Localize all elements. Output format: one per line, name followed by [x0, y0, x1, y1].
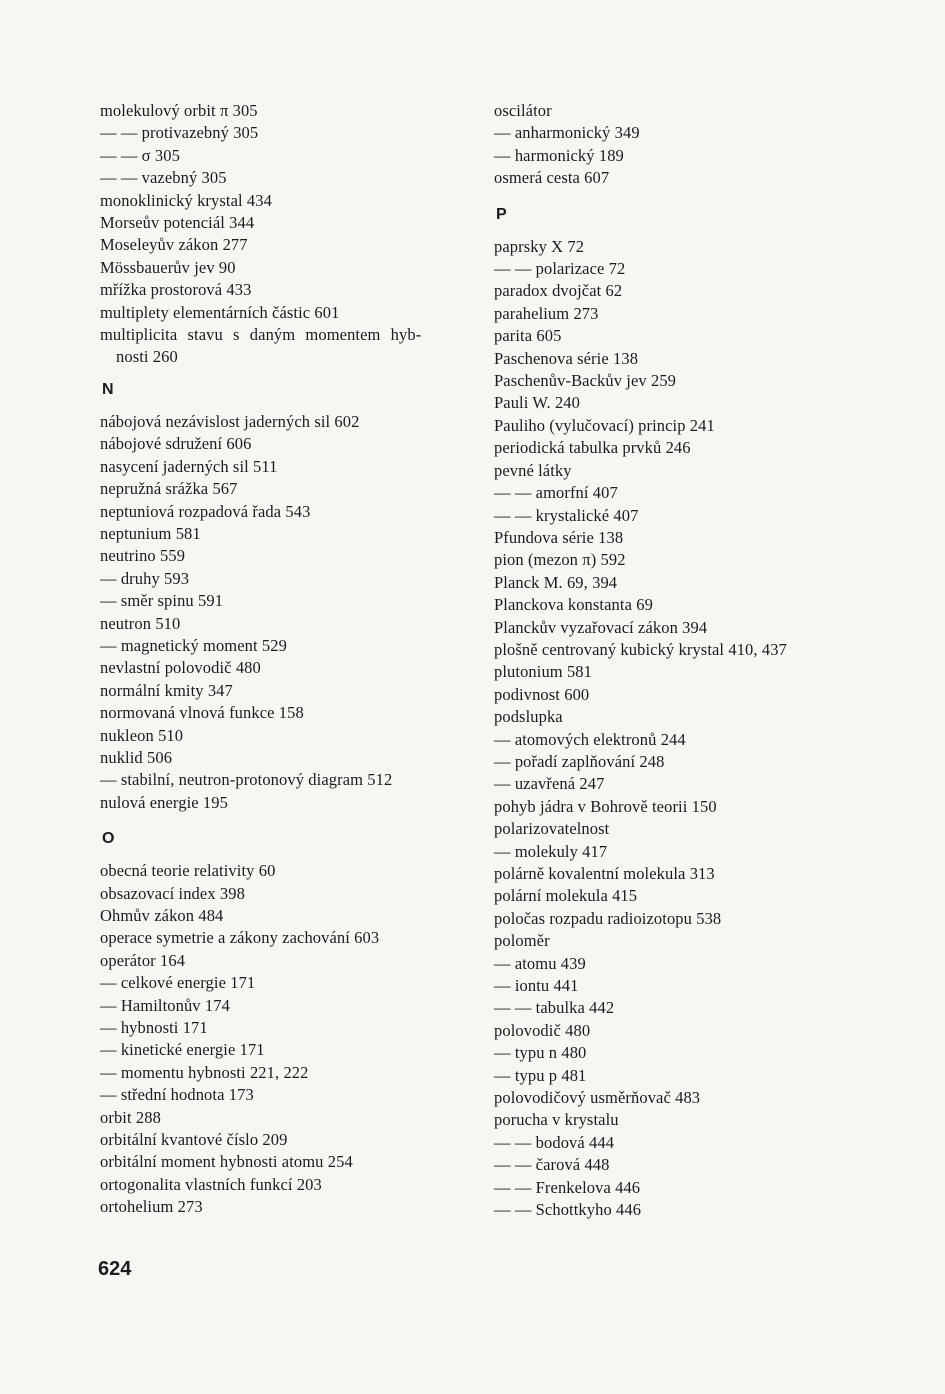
- index-entry: — hybnosti 171: [100, 1018, 208, 1038]
- index-entry: orbitální moment hybnosti atomu 254: [100, 1152, 353, 1172]
- index-entry: polarizovatelnost: [494, 819, 610, 839]
- index-column-right: [494, 100, 894, 1222]
- index-entry: podslupka: [494, 707, 563, 727]
- index-entry: — harmonický 189: [494, 145, 624, 165]
- index-entry: Mössbauerův jev 90: [100, 257, 236, 277]
- index-entry: Paschenův-Backův jev 259: [494, 371, 677, 391]
- index-entry: ortogonalita vlastních funkcí 203: [100, 1174, 322, 1194]
- index-entry: — typu n 480: [494, 1043, 587, 1063]
- index-entry: mřížka prostorová 433: [100, 280, 252, 300]
- section-letter-o: O: [102, 830, 115, 848]
- index-entry-multiplicita-line1: multiplicita stavu s daným momentem hyb-: [100, 325, 422, 345]
- index-entry: ortohelium 273: [100, 1197, 203, 1217]
- index-entry: pohyb jádra v Bohrově teorii 150: [494, 796, 717, 816]
- index-entry: normální kmity 347: [100, 680, 233, 700]
- index-entry: nevlastní polovodič 480: [100, 658, 261, 678]
- index-entry: nukleon 510: [100, 725, 184, 745]
- entry-group-o-continued: [494, 100, 894, 190]
- index-entry: pion (mezon π) 592: [494, 550, 626, 570]
- index-entry: neptunium 581: [100, 523, 201, 543]
- index-entry: poloměr: [494, 931, 550, 951]
- index-entry: Pauliho (vylučovací) princip 241: [494, 415, 715, 435]
- index-entry: — Hamiltonův 174: [100, 995, 230, 1015]
- index-entry: polární molekula 415: [494, 886, 638, 906]
- entry-group-n: [100, 411, 465, 814]
- index-entry: — stabilní, neutron-protonový diagram 512: [100, 770, 393, 790]
- index-entry: — pořadí zaplňování 248: [494, 751, 665, 771]
- index-entry: — atomových elektronů 244: [494, 729, 686, 749]
- index-entry: — — čarová 448: [494, 1155, 610, 1175]
- index-entry: paradox dvojčat 62: [494, 281, 623, 301]
- index-entry: neutrino 559: [100, 546, 186, 566]
- index-entry: — střední hodnota 173: [100, 1085, 254, 1105]
- entry-group-o: [100, 860, 465, 1219]
- entry-group-m: [100, 100, 465, 324]
- index-entry: Pauli W. 240: [494, 393, 581, 413]
- index-entry: nábojové sdružení 606: [100, 434, 252, 454]
- index-entry: normovaná vlnová funkce 158: [100, 703, 304, 723]
- index-entry: — směr spinu 591: [100, 591, 224, 611]
- index-entry: — celkové energie 171: [100, 973, 256, 993]
- index-entry: operace symetrie a zákony zachování 603: [100, 928, 380, 948]
- index-entry: — kinetické energie 171: [100, 1040, 265, 1060]
- index-entry-multiplicita: [100, 324, 465, 369]
- index-column-left: [100, 100, 465, 1219]
- index-entry: — — bodová 444: [494, 1132, 615, 1152]
- index-entry: plošně centrovaný kubický krystal 410, 437: [494, 639, 787, 659]
- index-entry: — molekuly 417: [494, 841, 608, 861]
- index-entry: paprsky X 72: [494, 236, 585, 256]
- section-letter-n: N: [102, 380, 114, 398]
- index-entry: operátor 164: [100, 950, 186, 970]
- index-entry: monoklinický krystal 434: [100, 190, 272, 210]
- index-entry: — — krystalické 407: [494, 505, 639, 525]
- index-entry: nepružná srážka 567: [100, 479, 238, 499]
- index-entry: Pfundova série 138: [494, 527, 624, 547]
- index-entry: — typu p 481: [494, 1065, 587, 1085]
- index-entry: nábojová nezávislost jaderných sil 602: [100, 411, 360, 431]
- index-entry: osmerá cesta 607: [494, 168, 610, 188]
- index-entry: — — amorfní 407: [494, 483, 618, 503]
- index-entry: — — vazebný 305: [100, 168, 227, 188]
- index-entry: — magnetický moment 529: [100, 635, 287, 655]
- index-entry: orbitální kvantové číslo 209: [100, 1130, 288, 1150]
- index-entry: Morseův potenciál 344: [100, 213, 255, 233]
- index-entry: Paschenova série 138: [494, 348, 639, 368]
- index-entry: — — tabulka 442: [494, 998, 615, 1018]
- index-entry: podivnost 600: [494, 684, 590, 704]
- index-entry: pevné látky: [494, 460, 572, 480]
- index-entry: parahelium 273: [494, 303, 599, 323]
- index-entry: — — σ 305: [100, 145, 180, 165]
- index-entry: — anharmonický 349: [494, 123, 640, 143]
- index-entry: parita 605: [494, 326, 562, 346]
- index-entry: polovodičový usměrňovač 483: [494, 1088, 701, 1108]
- index-entry: obsazovací index 398: [100, 883, 245, 903]
- index-entry: — — Frenkelova 446: [494, 1177, 641, 1197]
- section-letter-p: P: [496, 205, 507, 223]
- index-entry: neutron 510: [100, 613, 181, 633]
- index-entry: Planck M. 69, 394: [494, 572, 618, 592]
- index-entry-multiplicita-line2: nosti 260: [116, 347, 178, 367]
- index-entry: — iontu 441: [494, 976, 579, 996]
- index-entry: obecná teorie relativity 60: [100, 861, 276, 881]
- index-entry: porucha v krystalu: [494, 1110, 619, 1130]
- index-entry: multiplety elementárních částic 601: [100, 302, 340, 322]
- index-entry: polárně kovalentní molekula 313: [494, 864, 715, 883]
- index-entry: — — polarizace 72: [494, 259, 626, 279]
- index-entry: — — Schottkyho 446: [494, 1200, 642, 1220]
- index-entry: Ohmův zákon 484: [100, 906, 224, 925]
- index-entry: nasycení jaderných sil 511: [100, 456, 278, 476]
- index-entry: periodická tabulka prvků 246: [494, 438, 691, 458]
- index-entry: molekulový orbit π 305: [100, 101, 258, 120]
- index-entry: — druhy 593: [100, 568, 190, 588]
- index-entry: — — protivazebný 305: [100, 123, 259, 143]
- index-entry: neptuniová rozpadová řada 543: [100, 501, 311, 521]
- index-entry: oscilátor: [494, 101, 552, 120]
- index-entry: — uzavřená 247: [494, 774, 605, 794]
- index-entry: — atomu 439: [494, 953, 586, 973]
- index-entry: nulová energie 195: [100, 792, 228, 812]
- index-entry: Planckův vyzařovací zákon 394: [494, 617, 708, 637]
- index-entry: nuklid 506: [100, 747, 173, 767]
- index-entry: — momentu hybnosti 221, 222: [100, 1062, 309, 1082]
- index-entry: poločas rozpadu radioizotopu 538: [494, 908, 722, 928]
- index-entry: plutonium 581: [494, 662, 593, 682]
- index-entry: Moseleyův zákon 277: [100, 235, 248, 255]
- entry-group-p: [494, 236, 894, 1222]
- index-entry: Planckova konstanta 69: [494, 595, 653, 615]
- index-entry: polovodič 480: [494, 1020, 591, 1040]
- index-entry: orbit 288: [100, 1107, 161, 1127]
- page-number: 624: [98, 1258, 132, 1280]
